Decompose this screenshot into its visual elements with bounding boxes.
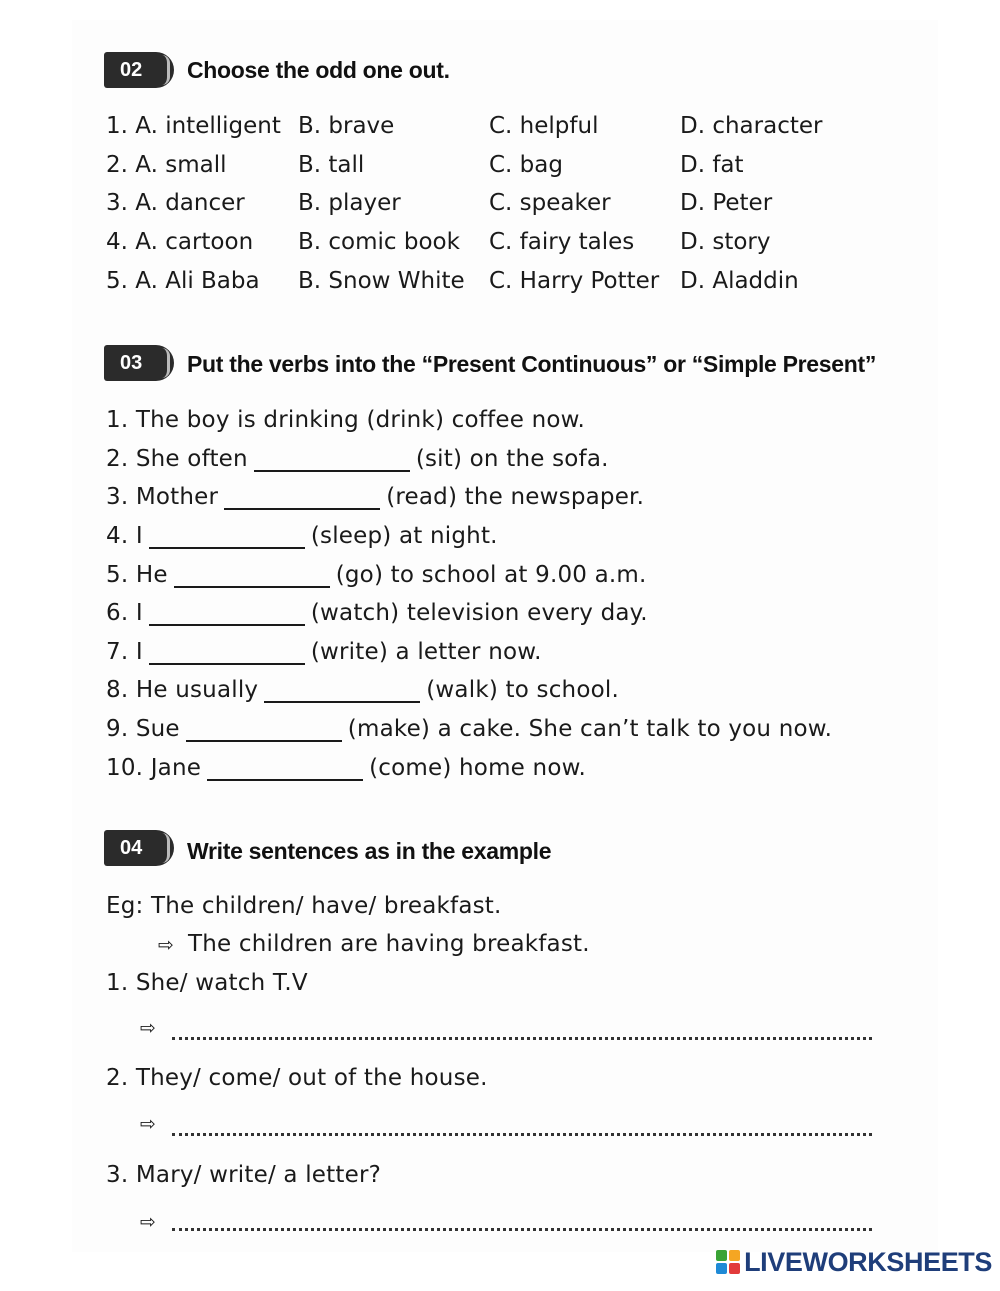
example-answer: The children are having breakfast. xyxy=(188,931,590,957)
sentence-end: (come) home now. xyxy=(369,755,586,781)
answer-line[interactable] xyxy=(172,1129,872,1136)
option-d: D. fat xyxy=(680,152,744,178)
arrow-right-icon: ⇨ xyxy=(140,1211,156,1233)
option-c: C. speaker xyxy=(489,190,611,216)
example-prompt: Eg: The children/ have/ breakfast. xyxy=(106,893,502,919)
option-b: B. brave xyxy=(298,113,395,139)
answer-blank[interactable] xyxy=(254,446,410,472)
logo-square xyxy=(729,1263,740,1274)
sentence-prompt: 1. She/ watch T.V xyxy=(106,970,308,996)
section-03-title: Put the verbs into the “Present Continuous” or “Simple Present” xyxy=(187,351,877,377)
option-d: D. Peter xyxy=(680,190,773,216)
sentence-start: 2. She often xyxy=(106,446,248,472)
sentence-start: 10. Jane xyxy=(106,755,202,781)
verb-exercise-line xyxy=(106,755,586,781)
verb-exercise-line xyxy=(106,639,542,665)
answer-blank[interactable] xyxy=(264,677,420,703)
verb-exercise-line xyxy=(106,677,619,703)
example-sentence: 1. The boy is drinking (drink) coffee now. xyxy=(106,407,586,433)
option-a: 5. A. Ali Baba xyxy=(106,268,260,294)
option-a: 1. A. intelligent xyxy=(106,113,281,139)
sentence-start: 6. I xyxy=(106,600,143,626)
sentence-start: 4. I xyxy=(106,523,143,549)
option-a: 4. A. cartoon xyxy=(106,229,254,255)
verb-exercise-line xyxy=(106,716,832,742)
option-a: 2. A. small xyxy=(106,152,227,178)
option-c: C. bag xyxy=(489,152,563,178)
sentence-end: (write) a letter now. xyxy=(310,639,542,665)
option-b: B. comic book xyxy=(298,229,460,255)
option-a: 3. A. dancer xyxy=(106,190,245,216)
answer-blank[interactable] xyxy=(186,716,342,742)
sentence-prompt: 3. Mary/ write/ a letter? xyxy=(106,1162,382,1188)
option-b: B. Snow White xyxy=(298,268,465,294)
sentence-start: 8. He usually xyxy=(106,677,259,703)
logo-square xyxy=(716,1250,727,1261)
logo-square xyxy=(716,1263,727,1274)
answer-blank[interactable] xyxy=(207,755,363,781)
sentence-end: (sleep) at night. xyxy=(310,523,498,549)
option-b: B. tall xyxy=(298,152,365,178)
option-d: D. character xyxy=(680,113,823,139)
arrow-right-icon: ⇨ xyxy=(140,1017,156,1039)
logo-text: LIVEWORKSHEETS xyxy=(744,1246,992,1277)
option-d: D. story xyxy=(680,229,771,255)
answer-line[interactable] xyxy=(172,1224,872,1231)
liveworksheets-logo xyxy=(716,1247,992,1277)
option-d: D. Aladdin xyxy=(680,268,799,294)
sentence-end: (go) to school at 9.00 a.m. xyxy=(335,562,647,588)
section-03-badge: 03 xyxy=(104,345,174,381)
sentence-end: (read) the newspaper. xyxy=(386,484,645,510)
sentence-end: (sit) on the sofa. xyxy=(415,446,609,472)
option-b: B. player xyxy=(298,190,401,216)
sentence-end: (make) a cake. She can’t talk to you now. xyxy=(347,716,833,742)
verb-exercise-line xyxy=(106,446,609,472)
answer-blank[interactable] xyxy=(149,639,305,665)
arrow-right-icon: ⇨ xyxy=(140,1113,156,1135)
answer-line[interactable] xyxy=(172,1033,872,1040)
sentence-end: (watch) television every day. xyxy=(310,600,648,626)
section-02-title: Choose the odd one out. xyxy=(187,57,450,83)
option-c: C. Harry Potter xyxy=(489,268,660,294)
answer-blank[interactable] xyxy=(149,600,305,626)
logo-grid-icon xyxy=(716,1250,740,1274)
answer-blank[interactable] xyxy=(149,523,305,549)
sentence-start: 3. Mother xyxy=(106,484,219,510)
section-04-title: Write sentences as in the example xyxy=(187,838,552,864)
verb-exercise-line xyxy=(106,484,644,510)
section-02-badge: 02 xyxy=(104,52,174,88)
sentence-start: 9. Sue xyxy=(106,716,180,742)
verb-exercise-line xyxy=(106,600,648,626)
verb-exercise-line xyxy=(106,562,647,588)
answer-blank[interactable] xyxy=(174,562,330,588)
answer-blank[interactable] xyxy=(224,484,380,510)
verb-exercise-line xyxy=(106,523,498,549)
option-c: C. fairy tales xyxy=(489,229,635,255)
sentence-start: 7. I xyxy=(106,639,143,665)
logo-square xyxy=(729,1250,740,1261)
arrow-right-icon: ⇨ xyxy=(158,934,174,956)
option-c: C. helpful xyxy=(489,113,599,139)
sentence-prompt: 2. They/ come/ out of the house. xyxy=(106,1065,488,1091)
sentence-end: (walk) to school. xyxy=(426,677,619,703)
sentence-start: 5. He xyxy=(106,562,168,588)
section-04-badge: 04 xyxy=(104,830,174,866)
